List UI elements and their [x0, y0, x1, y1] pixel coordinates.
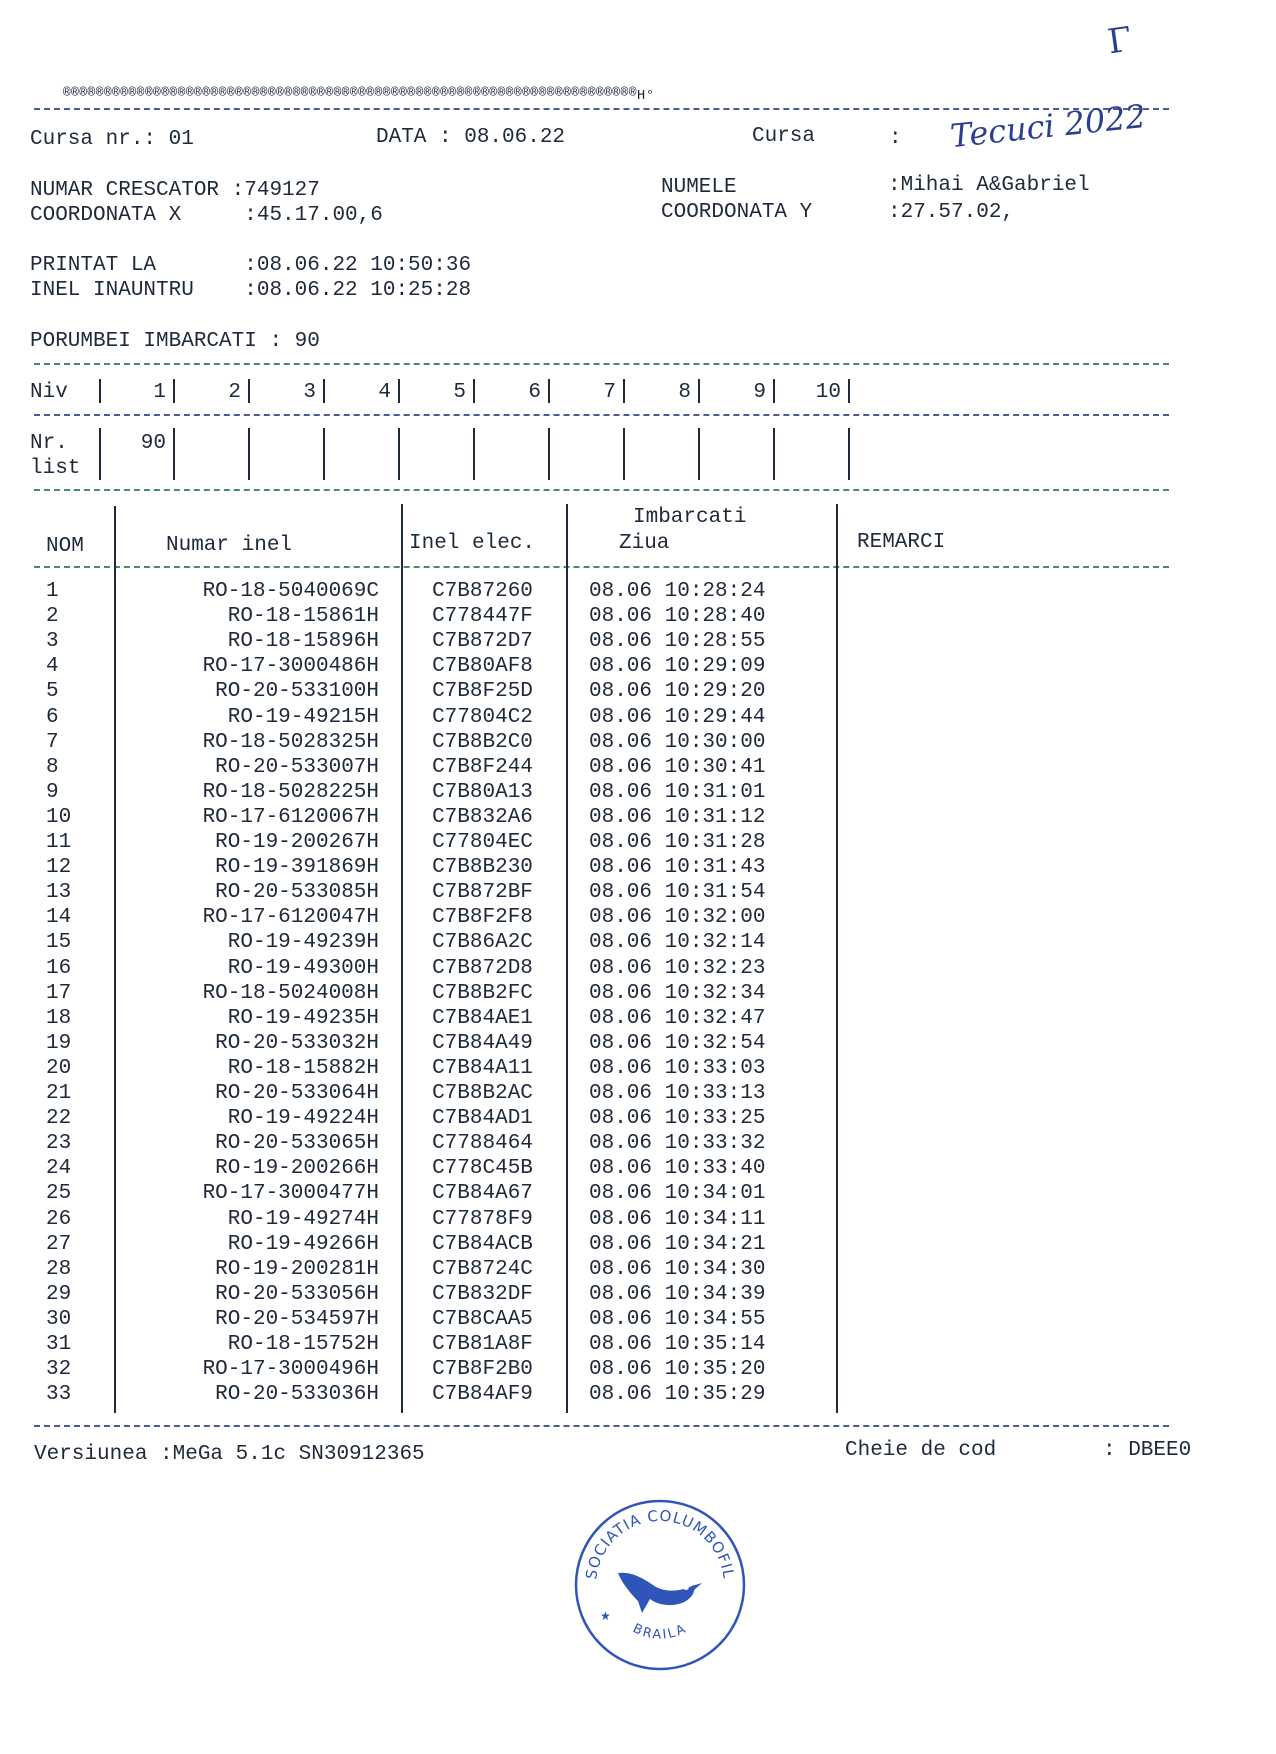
row-boarded-time: 08.06 10:29:44: [589, 705, 766, 729]
row-nom: 26: [46, 1207, 72, 1231]
cursa-label: Cursa: [752, 125, 816, 148]
row-nom: 10: [46, 805, 72, 829]
row-boarded-time: 08.06 10:35:20: [589, 1358, 766, 1382]
row-ring-number: RO-20-533064H: [215, 1082, 379, 1105]
row-ring-number: RO-20-533007H: [215, 755, 379, 779]
coordinate-y-label: COORDONATA Y: [661, 201, 813, 224]
stamp-top-text: ASOCIATIA COLUMBOFILA: [564, 1481, 738, 1581]
row-nom: 13: [46, 881, 72, 905]
row-boarded-time: 08.06 10:35:29: [589, 1383, 766, 1407]
row-boarded-time: 08.06 10:34:01: [589, 1182, 766, 1206]
row-nom: 5: [46, 680, 59, 704]
divider-niv-mid: [34, 414, 1169, 416]
row-ring-number: RO-19-49239H: [227, 931, 379, 955]
row-boarded-time: 08.06 10:31:54: [589, 881, 766, 905]
row-electronic-ring: C7B8B230: [432, 856, 533, 880]
row-nom: 14: [46, 906, 72, 930]
nr-list-separator: [773, 428, 775, 480]
software-version: Versiunea :MeGa 5.1c SN30912365: [34, 1443, 425, 1466]
column-rule-elec: [566, 504, 568, 1413]
stamp-bottom-text: BRAILA: [630, 1621, 690, 1643]
row-electronic-ring: C7B8B2C0: [432, 730, 533, 754]
row-ring-number: RO-19-391869H: [215, 856, 379, 880]
row-electronic-ring: C7B832DF: [432, 1282, 533, 1306]
row-boarded-time: 08.06 10:32:54: [589, 1031, 766, 1055]
row-ring-number: RO-19-49274H: [227, 1207, 379, 1231]
row-boarded-time: 08.06 10:32:47: [589, 1006, 766, 1030]
nr-list-separator: [248, 428, 250, 480]
row-electronic-ring: C7B8F244: [432, 755, 533, 779]
cursa-number: Cursa nr.: 01: [30, 128, 194, 151]
row-nom: 22: [46, 1107, 72, 1131]
column-header-remarci: REMARCI: [857, 531, 946, 554]
divider-niv-top: [34, 363, 1169, 365]
nr-list-separator: [848, 428, 850, 480]
row-electronic-ring: C7B84AF9: [432, 1383, 533, 1407]
row-ring-number: RO-18-5040069C: [202, 580, 379, 603]
row-electronic-ring: C7B84ACB: [432, 1232, 533, 1256]
row-boarded-time: 08.06 10:34:21: [589, 1232, 766, 1256]
cursa-colon: :: [889, 127, 902, 150]
row-boarded-time: 08.06 10:33:03: [589, 1056, 766, 1080]
column-rule-inel: [401, 504, 403, 1413]
row-electronic-ring: C7B8F25D: [432, 680, 533, 704]
pigeons-boarded: PORUMBEI IMBARCATI : 90: [30, 330, 320, 353]
row-boarded-time: 08.06 10:30:00: [589, 730, 766, 754]
row-electronic-ring: C7B8724C: [432, 1257, 533, 1281]
nr-list-label-2: list: [30, 457, 81, 480]
row-electronic-ring: C7B8B2FC: [432, 981, 533, 1005]
row-boarded-time: 08.06 10:33:25: [589, 1107, 766, 1131]
row-nom: 21: [46, 1082, 72, 1105]
niv-label: Niv: [30, 381, 68, 404]
row-boarded-time: 08.06 10:31:28: [589, 831, 766, 854]
niv-level: 6: [528, 381, 541, 404]
row-boarded-time: 08.06 10:30:41: [589, 755, 766, 779]
row-boarded-time: 08.06 10:31:01: [589, 780, 766, 804]
handwritten-race-location: Tecuci 2022: [948, 96, 1148, 156]
nr-list-separator: [623, 428, 625, 480]
row-nom: 15: [46, 931, 72, 955]
row-nom: 9: [46, 780, 59, 804]
column-header-inel-elec: Inel elec.: [409, 532, 536, 555]
row-electronic-ring: C7788464: [432, 1132, 533, 1156]
row-boarded-time: 08.06 10:34:39: [589, 1282, 766, 1306]
row-ring-number: RO-20-533056H: [215, 1282, 379, 1306]
row-ring-number: RO-17-6120067H: [202, 805, 379, 829]
row-ring-number: RO-17-3000496H: [202, 1358, 379, 1382]
row-ring-number: RO-20-533085H: [215, 881, 379, 905]
row-boarded-time: 08.06 10:28:40: [589, 605, 766, 629]
niv-separator: [623, 379, 625, 403]
row-electronic-ring: C7B84A49: [432, 1031, 533, 1055]
row-ring-number: RO-20-533065H: [215, 1132, 379, 1156]
row-electronic-ring: C7B87260: [432, 580, 533, 603]
row-ring-number: RO-18-15882H: [227, 1056, 379, 1080]
column-header-nom: NOM: [46, 535, 84, 558]
row-ring-number: RO-19-200281H: [215, 1257, 379, 1281]
niv-level: 8: [678, 381, 691, 404]
niv-level: 2: [228, 381, 241, 404]
row-nom: 6: [46, 705, 59, 729]
row-nom: 3: [46, 630, 59, 654]
row-electronic-ring: C7B84AD1: [432, 1107, 533, 1131]
row-ring-number: RO-20-533036H: [215, 1383, 379, 1407]
row-electronic-ring: C7B8B2AC: [432, 1082, 533, 1105]
row-ring-number: RO-20-533032H: [215, 1031, 379, 1055]
row-nom: 33: [46, 1383, 72, 1407]
row-boarded-time: 08.06 10:33:13: [589, 1082, 766, 1105]
row-nom: 4: [46, 655, 59, 679]
row-ring-number: RO-20-534597H: [215, 1307, 379, 1331]
printed-at: PRINTAT LA :08.06.22 10:50:36: [30, 254, 472, 277]
row-electronic-ring: C77804C2: [432, 705, 533, 729]
nr-list-separator: [323, 428, 325, 480]
row-nom: 23: [46, 1132, 72, 1156]
stamp-star-icon: ★: [600, 1609, 611, 1623]
niv-separator: [248, 379, 250, 403]
niv-level: 5: [453, 381, 466, 404]
row-nom: 7: [46, 730, 59, 754]
row-boarded-time: 08.06 10:32:14: [589, 931, 766, 955]
row-electronic-ring: C77804EC: [432, 831, 533, 854]
nr-list-separator: [698, 428, 700, 480]
row-nom: 17: [46, 981, 72, 1005]
row-ring-number: RO-18-5024008H: [202, 981, 379, 1005]
row-electronic-ring: C7B80AF8: [432, 655, 533, 679]
niv-level: 3: [303, 381, 316, 404]
pigeon-icon: [618, 1573, 702, 1613]
row-ring-number: RO-19-200266H: [215, 1157, 379, 1181]
row-nom: 8: [46, 755, 59, 779]
row-electronic-ring: C778447F: [432, 605, 533, 629]
niv-separator: [548, 379, 550, 403]
nr-list-separator: [173, 428, 175, 480]
row-boarded-time: 08.06 10:31:43: [589, 856, 766, 880]
stamp-outer-ring: [576, 1501, 744, 1669]
row-nom: 1: [46, 580, 59, 603]
divider-table-header: [34, 566, 1169, 568]
row-electronic-ring: C7B84A67: [432, 1182, 533, 1206]
row-electronic-ring: C77878F9: [432, 1207, 533, 1231]
row-boarded-time: 08.06 10:32:34: [589, 981, 766, 1005]
row-ring-number: RO-19-49266H: [227, 1232, 379, 1256]
row-nom: 19: [46, 1031, 72, 1055]
row-boarded-time: 08.06 10:33:40: [589, 1157, 766, 1181]
row-nom: 29: [46, 1282, 72, 1306]
row-nom: 31: [46, 1333, 72, 1356]
row-ring-number: RO-17-6120047H: [202, 906, 379, 930]
row-boarded-time: 08.06 10:34:11: [589, 1207, 766, 1231]
row-ring-number: RO-17-3000486H: [202, 655, 379, 679]
nr-list-label-1: Nr.: [30, 432, 68, 455]
niv-separator: [698, 379, 700, 403]
row-electronic-ring: C7B8CAA5: [432, 1307, 533, 1331]
divider-table-top: [34, 489, 1169, 491]
row-electronic-ring: C7B872BF: [432, 881, 533, 905]
row-electronic-ring: C778C45B: [432, 1157, 533, 1181]
registered-marks: ®®®®®®®®®®®®®®®®®®®®®®®®®®®®®®®®®®®®®®®®®®®®®®®®®®®®®®®®®®®®®®®®®®®®®®: [62, 85, 637, 100]
row-nom: 28: [46, 1257, 72, 1281]
nr-list-separator: [473, 428, 475, 480]
niv-separator: [773, 379, 775, 403]
nr-list-separator: [398, 428, 400, 480]
column-header-imbarcati: Imbarcati: [633, 506, 747, 529]
row-electronic-ring: C7B872D7: [432, 630, 533, 654]
row-boarded-time: 08.06 10:31:12: [589, 805, 766, 829]
row-ring-number: RO-18-15752H: [227, 1333, 379, 1356]
niv-separator: [173, 379, 175, 403]
row-nom: 16: [46, 956, 72, 980]
ring-inside: INEL INAUNTRU :08.06.22 10:25:28: [30, 279, 472, 302]
column-header-ziua: Ziua: [619, 532, 670, 555]
row-nom: 18: [46, 1006, 72, 1030]
column-header-numar-inel: Numar inel: [166, 534, 293, 557]
niv-separator: [473, 379, 475, 403]
row-ring-number: RO-19-49224H: [227, 1107, 379, 1131]
crescator-number: NUMAR CRESCATOR :749127: [30, 179, 320, 202]
row-electronic-ring: C7B872D8: [432, 956, 533, 980]
row-ring-number: RO-19-49215H: [227, 705, 379, 729]
row-boarded-time: 08.06 10:28:24: [589, 580, 766, 603]
row-ring-number: RO-19-49300H: [227, 956, 379, 980]
row-boarded-time: 08.06 10:34:55: [589, 1307, 766, 1331]
row-nom: 24: [46, 1157, 72, 1181]
row-nom: 2: [46, 605, 59, 629]
row-nom: 25: [46, 1182, 72, 1206]
row-nom: 12: [46, 856, 72, 880]
niv-separator: [848, 379, 850, 403]
coordinate-y-value: :27.57.02,: [888, 201, 1015, 224]
divider-table-bottom: [34, 1425, 1169, 1427]
column-rule-remarci: [836, 504, 838, 1413]
row-ring-number: RO-17-3000477H: [202, 1182, 379, 1206]
row-nom: 20: [46, 1056, 72, 1080]
row-electronic-ring: C7B832A6: [432, 805, 533, 829]
registered-tail: H°: [636, 88, 655, 104]
niv-separator: [99, 379, 101, 403]
row-nom: 32: [46, 1358, 72, 1382]
row-ring-number: RO-19-200267H: [215, 831, 379, 854]
row-boarded-time: 08.06 10:32:00: [589, 906, 766, 930]
numele-label: NUMELE: [661, 176, 737, 199]
breeder-name: :Mihai A&Gabriel: [888, 174, 1090, 197]
row-boarded-time: 08.06 10:29:09: [589, 655, 766, 679]
row-ring-number: RO-18-15861H: [227, 605, 379, 629]
row-ring-number: RO-20-533100H: [215, 680, 379, 704]
niv-level: 1: [153, 381, 166, 404]
nr-list-separator: [548, 428, 550, 480]
row-electronic-ring: C7B80A13: [432, 780, 533, 804]
niv-level: 9: [753, 381, 766, 404]
nr-list-separator: [99, 428, 101, 480]
row-ring-number: RO-19-49235H: [227, 1006, 379, 1030]
niv-level: 7: [603, 381, 616, 404]
row-boarded-time: 08.06 10:32:23: [589, 956, 766, 980]
coordinate-x: COORDONATA X :45.17.00,6: [30, 204, 383, 227]
row-boarded-time: 08.06 10:34:30: [589, 1257, 766, 1281]
race-date: DATA : 08.06.22: [376, 126, 566, 149]
niv-level: 10: [815, 381, 841, 404]
cheie-de-cod-label: Cheie de cod: [845, 1439, 997, 1462]
row-electronic-ring: C7B86A2C: [432, 931, 533, 955]
row-boarded-time: 08.06 10:29:20: [589, 680, 766, 704]
row-electronic-ring: C7B81A8F: [432, 1333, 533, 1356]
row-boarded-time: 08.06 10:35:14: [589, 1333, 766, 1356]
row-nom: 27: [46, 1232, 72, 1256]
row-electronic-ring: C7B84AE1: [432, 1006, 533, 1030]
column-rule-nom: [114, 506, 116, 1413]
row-electronic-ring: C7B84A11: [432, 1056, 533, 1080]
niv-separator: [398, 379, 400, 403]
row-electronic-ring: C7B8F2F8: [432, 906, 533, 930]
association-stamp: [564, 1481, 750, 1675]
niv-separator: [323, 379, 325, 403]
nr-list-value: 90: [140, 432, 166, 455]
cheie-de-cod-value: : DBEE0: [1103, 1439, 1192, 1462]
row-ring-number: RO-18-15896H: [227, 630, 379, 654]
row-electronic-ring: C7B8F2B0: [432, 1358, 533, 1382]
row-ring-number: RO-18-5028225H: [202, 780, 379, 804]
row-ring-number: RO-18-5028325H: [202, 730, 379, 754]
row-nom: 11: [46, 831, 72, 854]
divider-top: [34, 108, 1169, 110]
row-boarded-time: 08.06 10:33:32: [589, 1132, 766, 1156]
row-boarded-time: 08.06 10:28:55: [589, 630, 766, 654]
niv-level: 4: [378, 381, 391, 404]
corner-handwritten-mark: Γ: [1105, 19, 1135, 63]
row-nom: 30: [46, 1307, 72, 1331]
